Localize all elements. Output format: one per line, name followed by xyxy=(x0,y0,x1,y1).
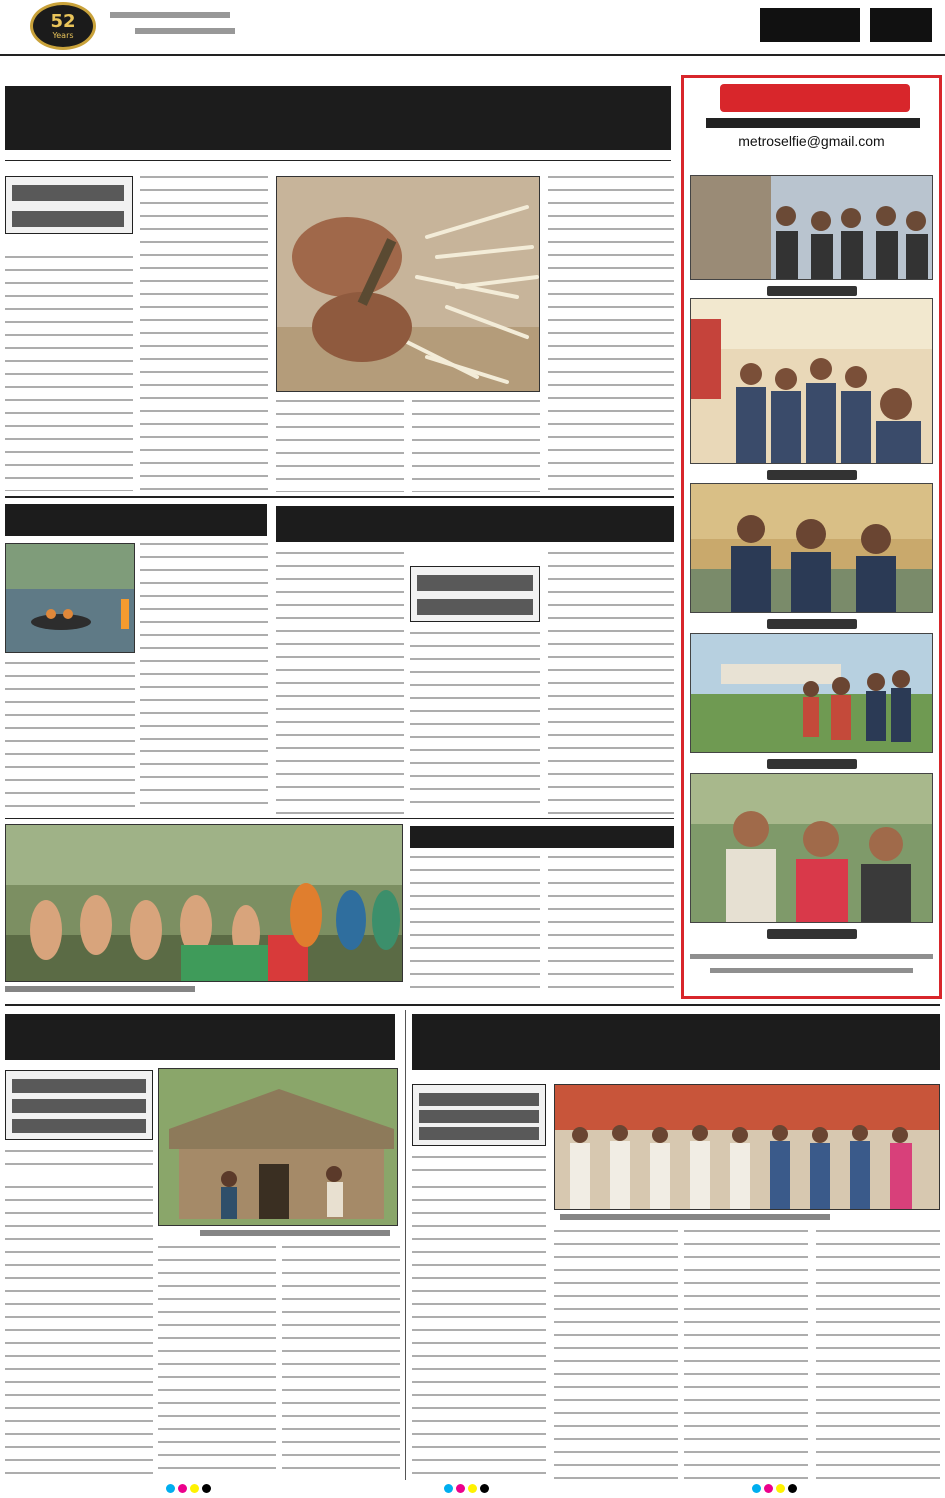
selfie-photo-5 xyxy=(690,773,933,923)
fisherman-col-3 xyxy=(140,750,268,812)
dharmalabi-col-2 xyxy=(548,856,674,996)
gokarnika-col-4 xyxy=(816,1230,940,1480)
yellow-mark xyxy=(776,1484,785,1493)
fisherman-col-2 xyxy=(5,662,135,810)
gokarnika-headline xyxy=(412,1014,940,1070)
broken-house-col-1 xyxy=(5,1186,153,1480)
lead-highlight-item-1 xyxy=(12,185,124,201)
lead-col-3 xyxy=(548,176,674,491)
river-photo-svg xyxy=(6,544,135,653)
selfie-photo-3-svg xyxy=(691,484,933,613)
ritual-photo-caption xyxy=(5,986,195,992)
selfie-photo-1 xyxy=(690,175,933,280)
yellow-mark xyxy=(190,1484,199,1493)
section-rule-1 xyxy=(5,496,674,498)
selfie-photo-3 xyxy=(690,483,933,613)
gokarnika-col-2 xyxy=(554,1230,678,1480)
gokarnika-highlight-line-2 xyxy=(419,1110,539,1123)
magenta-mark xyxy=(764,1484,773,1493)
broken-house-col-2 xyxy=(158,1246,276,1480)
selfie-caption-3-placeholder xyxy=(767,619,857,629)
gokarnika-dateline xyxy=(412,1156,546,1176)
cyan-mark xyxy=(166,1484,175,1493)
masthead xyxy=(0,0,945,52)
lead-highlight-item-2 xyxy=(12,211,124,227)
selfie-footer-line-2 xyxy=(710,968,913,973)
selfie-sidebar-logo xyxy=(720,84,910,112)
ward-col-3 xyxy=(548,552,674,814)
page-name-placeholder xyxy=(760,8,860,42)
selfie-photo-1-svg xyxy=(691,176,933,280)
black-mark xyxy=(202,1484,211,1493)
yellow-mark xyxy=(468,1484,477,1493)
dharmalabi-col-1 xyxy=(410,856,540,996)
black-mark xyxy=(788,1484,797,1493)
broken-house-photo-svg xyxy=(159,1069,398,1226)
section-rule-2 xyxy=(5,818,674,819)
broken-house-highlight-box xyxy=(5,1070,153,1140)
lead-photo-beedi-rolling xyxy=(276,176,540,392)
magenta-mark xyxy=(178,1484,187,1493)
fisherman-col-1 xyxy=(140,543,268,743)
selfie-caption-2-placeholder xyxy=(767,470,857,480)
selfie-photo-2-svg xyxy=(691,299,933,464)
lead-col-5 xyxy=(412,400,540,492)
registration-marks-left xyxy=(166,1484,211,1493)
masthead-rule xyxy=(0,54,945,56)
magenta-mark xyxy=(456,1484,465,1493)
selfie-caption-2 xyxy=(690,466,933,484)
selfie-caption-5 xyxy=(690,925,933,943)
registration-marks-center xyxy=(444,1484,489,1493)
selfie-caption-1-placeholder xyxy=(767,286,857,296)
lead-col-4 xyxy=(276,400,404,492)
gokarnika-highlight-line-3 xyxy=(419,1127,539,1140)
selfie-caption-3 xyxy=(690,615,933,633)
ward-highlight-line-1 xyxy=(417,575,533,591)
gokarnika-photo-svg xyxy=(555,1085,940,1210)
selfie-photo-4 xyxy=(690,633,933,753)
broken-house-col-3 xyxy=(282,1246,400,1480)
broken-house-highlight-line-3 xyxy=(12,1119,146,1133)
ward-highlight-box xyxy=(410,566,540,622)
lead-col-1 xyxy=(5,256,133,491)
selfie-footer-line-1 xyxy=(690,954,933,959)
registration-marks-right xyxy=(752,1484,797,1493)
page-number-placeholder xyxy=(870,8,932,42)
badge-years: Years xyxy=(52,30,74,40)
selfie-caption-4-placeholder xyxy=(767,759,857,769)
lead-rule xyxy=(5,160,671,161)
gokarnika-photo-caption xyxy=(560,1214,830,1220)
ward-col-1 xyxy=(276,552,404,814)
gokarnika-col-3 xyxy=(684,1230,808,1480)
black-mark xyxy=(480,1484,489,1493)
selfie-photo-5-svg xyxy=(691,774,933,923)
broken-house-photo xyxy=(158,1068,398,1226)
gokarnika-highlight-box xyxy=(412,1084,546,1146)
selfie-sidebar-footer xyxy=(690,948,933,988)
selfie-email: metroselfie@gmail.com xyxy=(738,133,885,149)
cyan-mark xyxy=(752,1484,761,1493)
dharmalabi-headline xyxy=(410,826,674,848)
broken-house-headline xyxy=(5,1014,395,1060)
lead-col-2 xyxy=(140,176,268,491)
selfie-sidebar xyxy=(681,75,942,999)
lead-photo-svg xyxy=(277,177,540,392)
ritual-photo xyxy=(5,824,403,982)
badge-number: 52 xyxy=(50,10,76,32)
section-rule-3 xyxy=(5,1004,940,1006)
ritual-photo-svg xyxy=(6,825,403,982)
gokarnika-highlight-line-1 xyxy=(419,1093,539,1106)
dharitri-52-years-logo xyxy=(30,2,96,50)
gokarnika-col-1 xyxy=(412,1186,546,1480)
ward-highlight-line-2 xyxy=(417,599,533,615)
broken-house-highlight-line-2 xyxy=(12,1099,146,1113)
river-rescue-photo xyxy=(5,543,135,653)
broken-house-dateline xyxy=(5,1150,153,1176)
broken-house-photo-caption xyxy=(200,1230,390,1236)
cyan-mark xyxy=(444,1484,453,1493)
bottom-column-divider xyxy=(405,1010,406,1480)
ward-member-headline xyxy=(276,506,674,542)
selfie-photo-4-svg xyxy=(691,634,933,753)
lead-highlight-box xyxy=(5,176,133,234)
date-line-placeholder-2 xyxy=(135,28,235,34)
selfie-photo-2 xyxy=(690,298,933,464)
selfie-sidebar-tagline xyxy=(706,118,920,128)
fisherman-headline xyxy=(5,504,267,536)
selfie-caption-5-placeholder xyxy=(767,929,857,939)
ward-col-2 xyxy=(410,632,540,814)
date-line-placeholder xyxy=(110,12,230,18)
selfie-caption-4 xyxy=(690,755,933,773)
lead-headline xyxy=(5,86,671,150)
broken-house-highlight-line-1 xyxy=(12,1079,146,1093)
gokarnika-event-photo xyxy=(554,1084,940,1210)
